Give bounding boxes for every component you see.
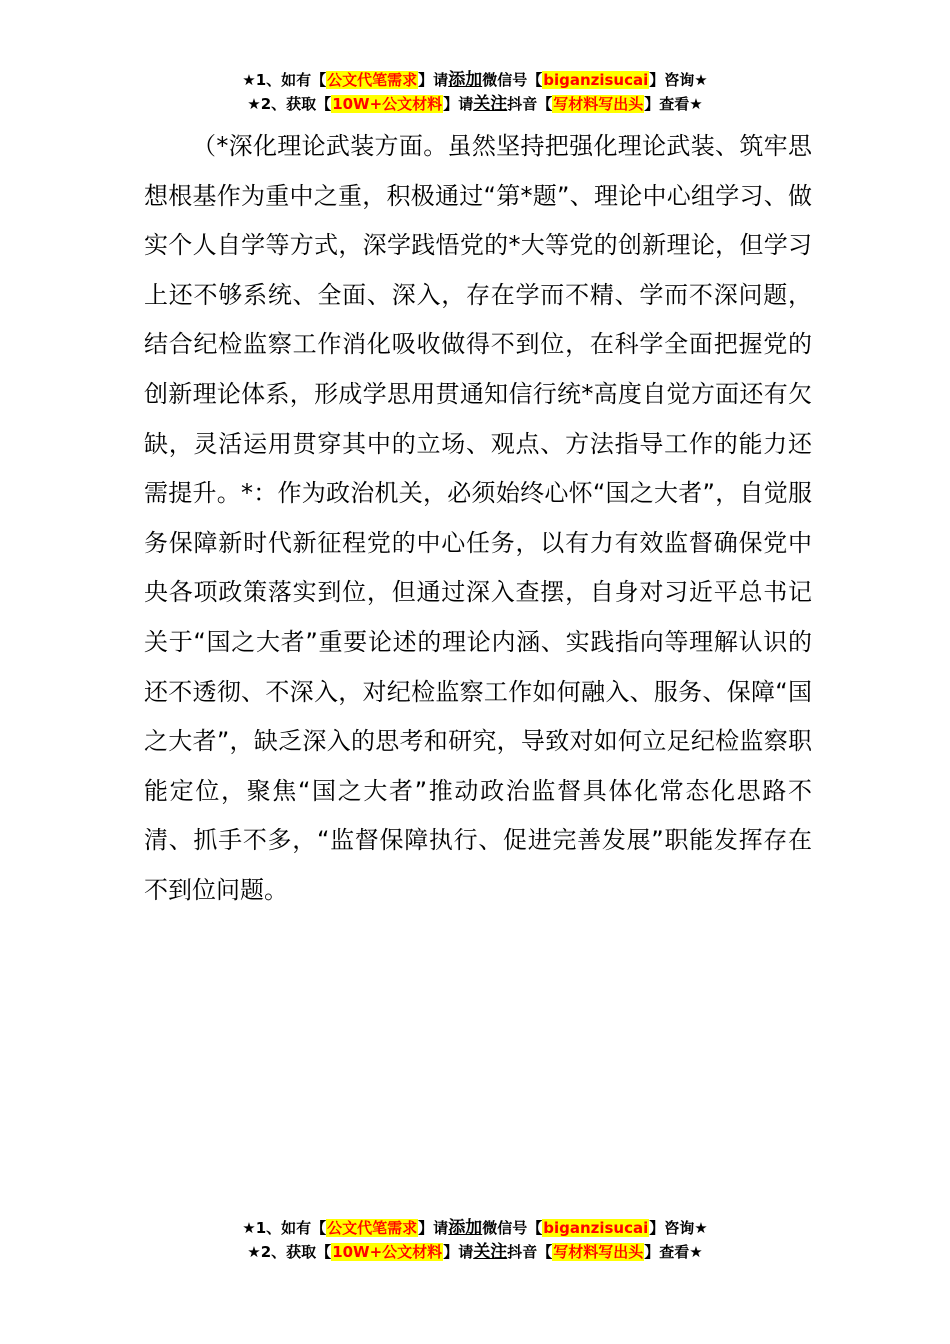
star-icon: ★ [247, 95, 261, 113]
header-banner [0, 68, 950, 116]
star-icon: ★ [247, 1243, 261, 1261]
footer-line-1-emphasis: 添加 [448, 1218, 483, 1238]
footer-line-1-prefix: 1、如有【 [255, 1219, 327, 1237]
footer-line-1-suffix: 】咨询★ [649, 1219, 708, 1237]
footer-line-2-text-2: 抖音【 [507, 1243, 553, 1261]
body-paragraph: （*深化理论武装方面。虽然坚持把强化理论武装、筑牢思想根基作为重中之重，积极通过“第*题”、理论中心组学习、做实个人自学等方式，深学践悟党的*大等党的创新理论，但学习上还不够系统、全面、深入，存在学而不精、学而不深问题，结合纪检监察工作消化吸收做得不到位，在科学全面把握党的创新理论体系，形成学思用贯通知信行统*高度自觉方面还有欠缺，灵活运用贯穿其中的立场、观点、方法指导工作的能力还需提升。*：作为政治机关，必须始终心怀“国之大者”，自觉服务保障新时代新征程党的中心任务，以有力有效监督确保党中央各项政策落实到位，但通过深入查摆，自身对习近平总书记关于“国之大者”重要论述的理论内涵、实践指向等理解认识的还不透彻、不深入，对纪检监察工作如何融入、服务、保障“国之大者”，缺乏深入的思考和研究，导致对如何立足纪检监察职能定位，聚焦“国之大者”推动政治监督具体化常态化思路不清、抓手不多，“监督保障执行、促进完善发展”职能发挥存在不到位问题。 [144, 132, 812, 904]
footer-line-1-highlight-wechat: biganzisucai [543, 1219, 649, 1237]
header-line-1-highlight-wechat: biganzisucai [543, 71, 649, 89]
header-line-1-emphasis: 添加 [448, 70, 483, 90]
header-line-2-suffix: 】查看★ [644, 95, 703, 113]
footer-line-2-prefix: 2、获取【 [260, 1243, 332, 1261]
footer-banner [0, 1216, 950, 1264]
star-icon: ★ [242, 71, 256, 89]
header-line-1-prefix: 1、如有【 [255, 71, 327, 89]
header-line-1-text-2: 微信号【 [482, 71, 543, 89]
footer-line-1-text: 】请 [418, 1219, 449, 1237]
footer-line-1-text-2: 微信号【 [482, 1219, 543, 1237]
footer-line-2 [0, 1240, 950, 1264]
star-icon: ★ [242, 1219, 256, 1237]
header-line-1-suffix: 】咨询★ [649, 71, 708, 89]
header-line-1-highlight-service: 公文代笔需求 [327, 71, 418, 89]
footer-line-2-emphasis: 关注 [473, 1242, 508, 1262]
header-line-2-highlight-douyin: 写材料写出头 [553, 95, 644, 113]
header-line-1-text: 】请 [418, 71, 449, 89]
header-line-2-text: 】请 [443, 95, 474, 113]
footer-line-2-highlight-douyin: 写材料写出头 [553, 1243, 644, 1261]
header-line-2-highlight-materials: 10W+公文材料 [332, 95, 443, 113]
footer-line-1 [0, 1216, 950, 1240]
document-body [144, 122, 812, 916]
footer-line-2-highlight-materials: 10W+公文材料 [332, 1243, 443, 1261]
footer-line-2-text: 】请 [443, 1243, 474, 1261]
footer-line-2-suffix: 】查看★ [644, 1243, 703, 1261]
header-line-2 [0, 92, 950, 116]
header-line-2-emphasis: 关注 [473, 94, 508, 114]
footer-line-1-highlight-service: 公文代笔需求 [327, 1219, 418, 1237]
header-line-2-prefix: 2、获取【 [260, 95, 332, 113]
header-line-1 [0, 68, 950, 92]
header-line-2-text-2: 抖音【 [507, 95, 553, 113]
